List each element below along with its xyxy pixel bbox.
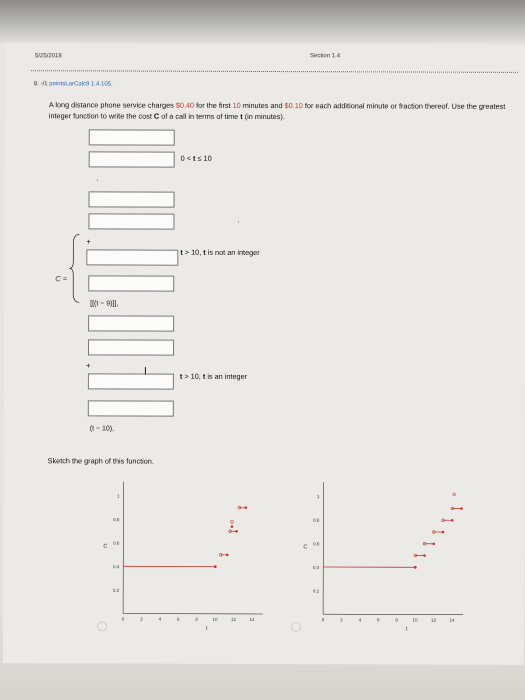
- header-section: Section 1.4: [310, 53, 341, 60]
- y-tick-label: 1: [316, 494, 320, 500]
- y-tick-label: 0.2: [112, 587, 120, 593]
- price-additional: $0.10: [284, 101, 303, 111]
- answer-box-8[interactable]: [88, 339, 174, 355]
- x-tick-label: 0: [321, 617, 325, 623]
- y-axis-label: C: [303, 544, 308, 551]
- answer-box-2[interactable]: [89, 151, 175, 167]
- question-number: 8.: [33, 81, 39, 88]
- question-points: -/1: [40, 81, 50, 88]
- question-text: A long distance phone service charges $0.40 for the first 10 minutes and $0.10 for each additional minute or fraction thereof. Use the greatest integer function to write the cost C of a call in terms of time t (in minutes).: [48, 100, 506, 122]
- graph-a-svg: [93, 473, 264, 630]
- answer-box-6[interactable]: [88, 275, 174, 291]
- y-tick-label: 0.6: [113, 540, 120, 546]
- worksheet-page: [3, 43, 525, 665]
- plus-sign-1: +: [86, 237, 92, 247]
- graph-a-radio[interactable]: [97, 621, 107, 631]
- x-tick-label: 8: [195, 616, 198, 622]
- x-tick-label: 12: [230, 616, 236, 622]
- text-cursor-icon: I: [143, 365, 148, 378]
- answer-box-10[interactable]: [88, 400, 174, 416]
- answer-box-5[interactable]: [86, 249, 178, 265]
- y-tick-label: 0.8: [113, 517, 120, 523]
- graph-point: [460, 507, 463, 510]
- y-tick-label: 1: [116, 493, 120, 499]
- graph-point: [423, 554, 426, 557]
- graph-open-point: [453, 493, 456, 496]
- x-tick-label: 14: [449, 617, 455, 623]
- graph-point: [451, 519, 454, 522]
- sketch-instruction: Sketch the graph of this function.: [47, 456, 154, 466]
- y-tick-label: 0.4: [312, 564, 320, 570]
- first-minutes: 10: [232, 100, 241, 110]
- graph-b-radio[interactable]: [291, 622, 301, 632]
- price-first: $0.40: [175, 100, 195, 110]
- x-tick-label: 12: [430, 617, 436, 623]
- graph-point: [245, 506, 248, 509]
- graph-point: [432, 542, 435, 545]
- graph-point: [231, 525, 234, 528]
- answer-box-3[interactable]: [89, 191, 175, 207]
- x-tick-label: 0: [121, 616, 125, 622]
- c-equals-label: C =: [55, 274, 68, 284]
- graph-b-svg: [293, 474, 464, 631]
- condition-1: 0 < t ≤ 10: [180, 153, 212, 163]
- stray-mark: ,: [96, 176, 99, 183]
- header-date: 5/25/2018: [35, 53, 62, 60]
- formula-greatest-integer: [[(t − 9)]],: [90, 300, 119, 308]
- x-tick-label: 4: [158, 616, 162, 622]
- answer-box-9[interactable]: [88, 373, 174, 389]
- x-tick-label: 14: [249, 616, 255, 622]
- y-tick-label: 0.6: [313, 541, 320, 547]
- x-tick-label: 6: [377, 617, 380, 623]
- graph-point: [442, 531, 445, 534]
- condition-2: t > 10, t is not an integer: [180, 247, 260, 257]
- stray-mark-2: ,: [237, 217, 240, 224]
- x-tick-label: 4: [358, 617, 362, 623]
- answer-box-4[interactable]: [88, 213, 174, 229]
- graph-point: [214, 565, 217, 568]
- y-tick-label: 0.2: [312, 588, 320, 594]
- x-tick-label: 2: [340, 617, 343, 623]
- header-divider: [31, 70, 518, 73]
- graph-option-b[interactable]: [293, 474, 464, 631]
- plus-sign-2: +: [85, 361, 91, 371]
- answer-box-1[interactable]: [89, 129, 175, 145]
- graph-option-a[interactable]: [93, 473, 264, 630]
- y-tick-label: 0.8: [313, 517, 320, 523]
- graph-point: [226, 554, 229, 557]
- graph-point: [414, 566, 417, 569]
- x-tick-label: 10: [412, 617, 418, 623]
- y-axis-label: C: [103, 543, 108, 550]
- x-tick-label: 6: [177, 616, 180, 622]
- y-tick-label: 0.4: [112, 564, 120, 570]
- x-axis: [323, 614, 463, 615]
- x-tick-label: 10: [212, 616, 218, 622]
- x-tick-label: 8: [395, 617, 398, 623]
- formula-linear: (t − 10),: [89, 425, 115, 433]
- x-axis: [123, 614, 263, 615]
- condition-3: t > 10, t is an integer: [179, 371, 248, 381]
- answer-box-7[interactable]: [88, 315, 174, 331]
- x-tick-label: 2: [140, 616, 143, 622]
- question-number-line: [34, 81, 113, 87]
- left-brace: [68, 233, 80, 303]
- graph-point: [235, 530, 238, 533]
- question-source-link[interactable]: pointsLarCalc9 1.4.105.: [49, 81, 113, 88]
- x-axis-label: t: [205, 625, 208, 630]
- x-axis-label: t: [405, 626, 408, 631]
- graph-open-point: [231, 521, 234, 524]
